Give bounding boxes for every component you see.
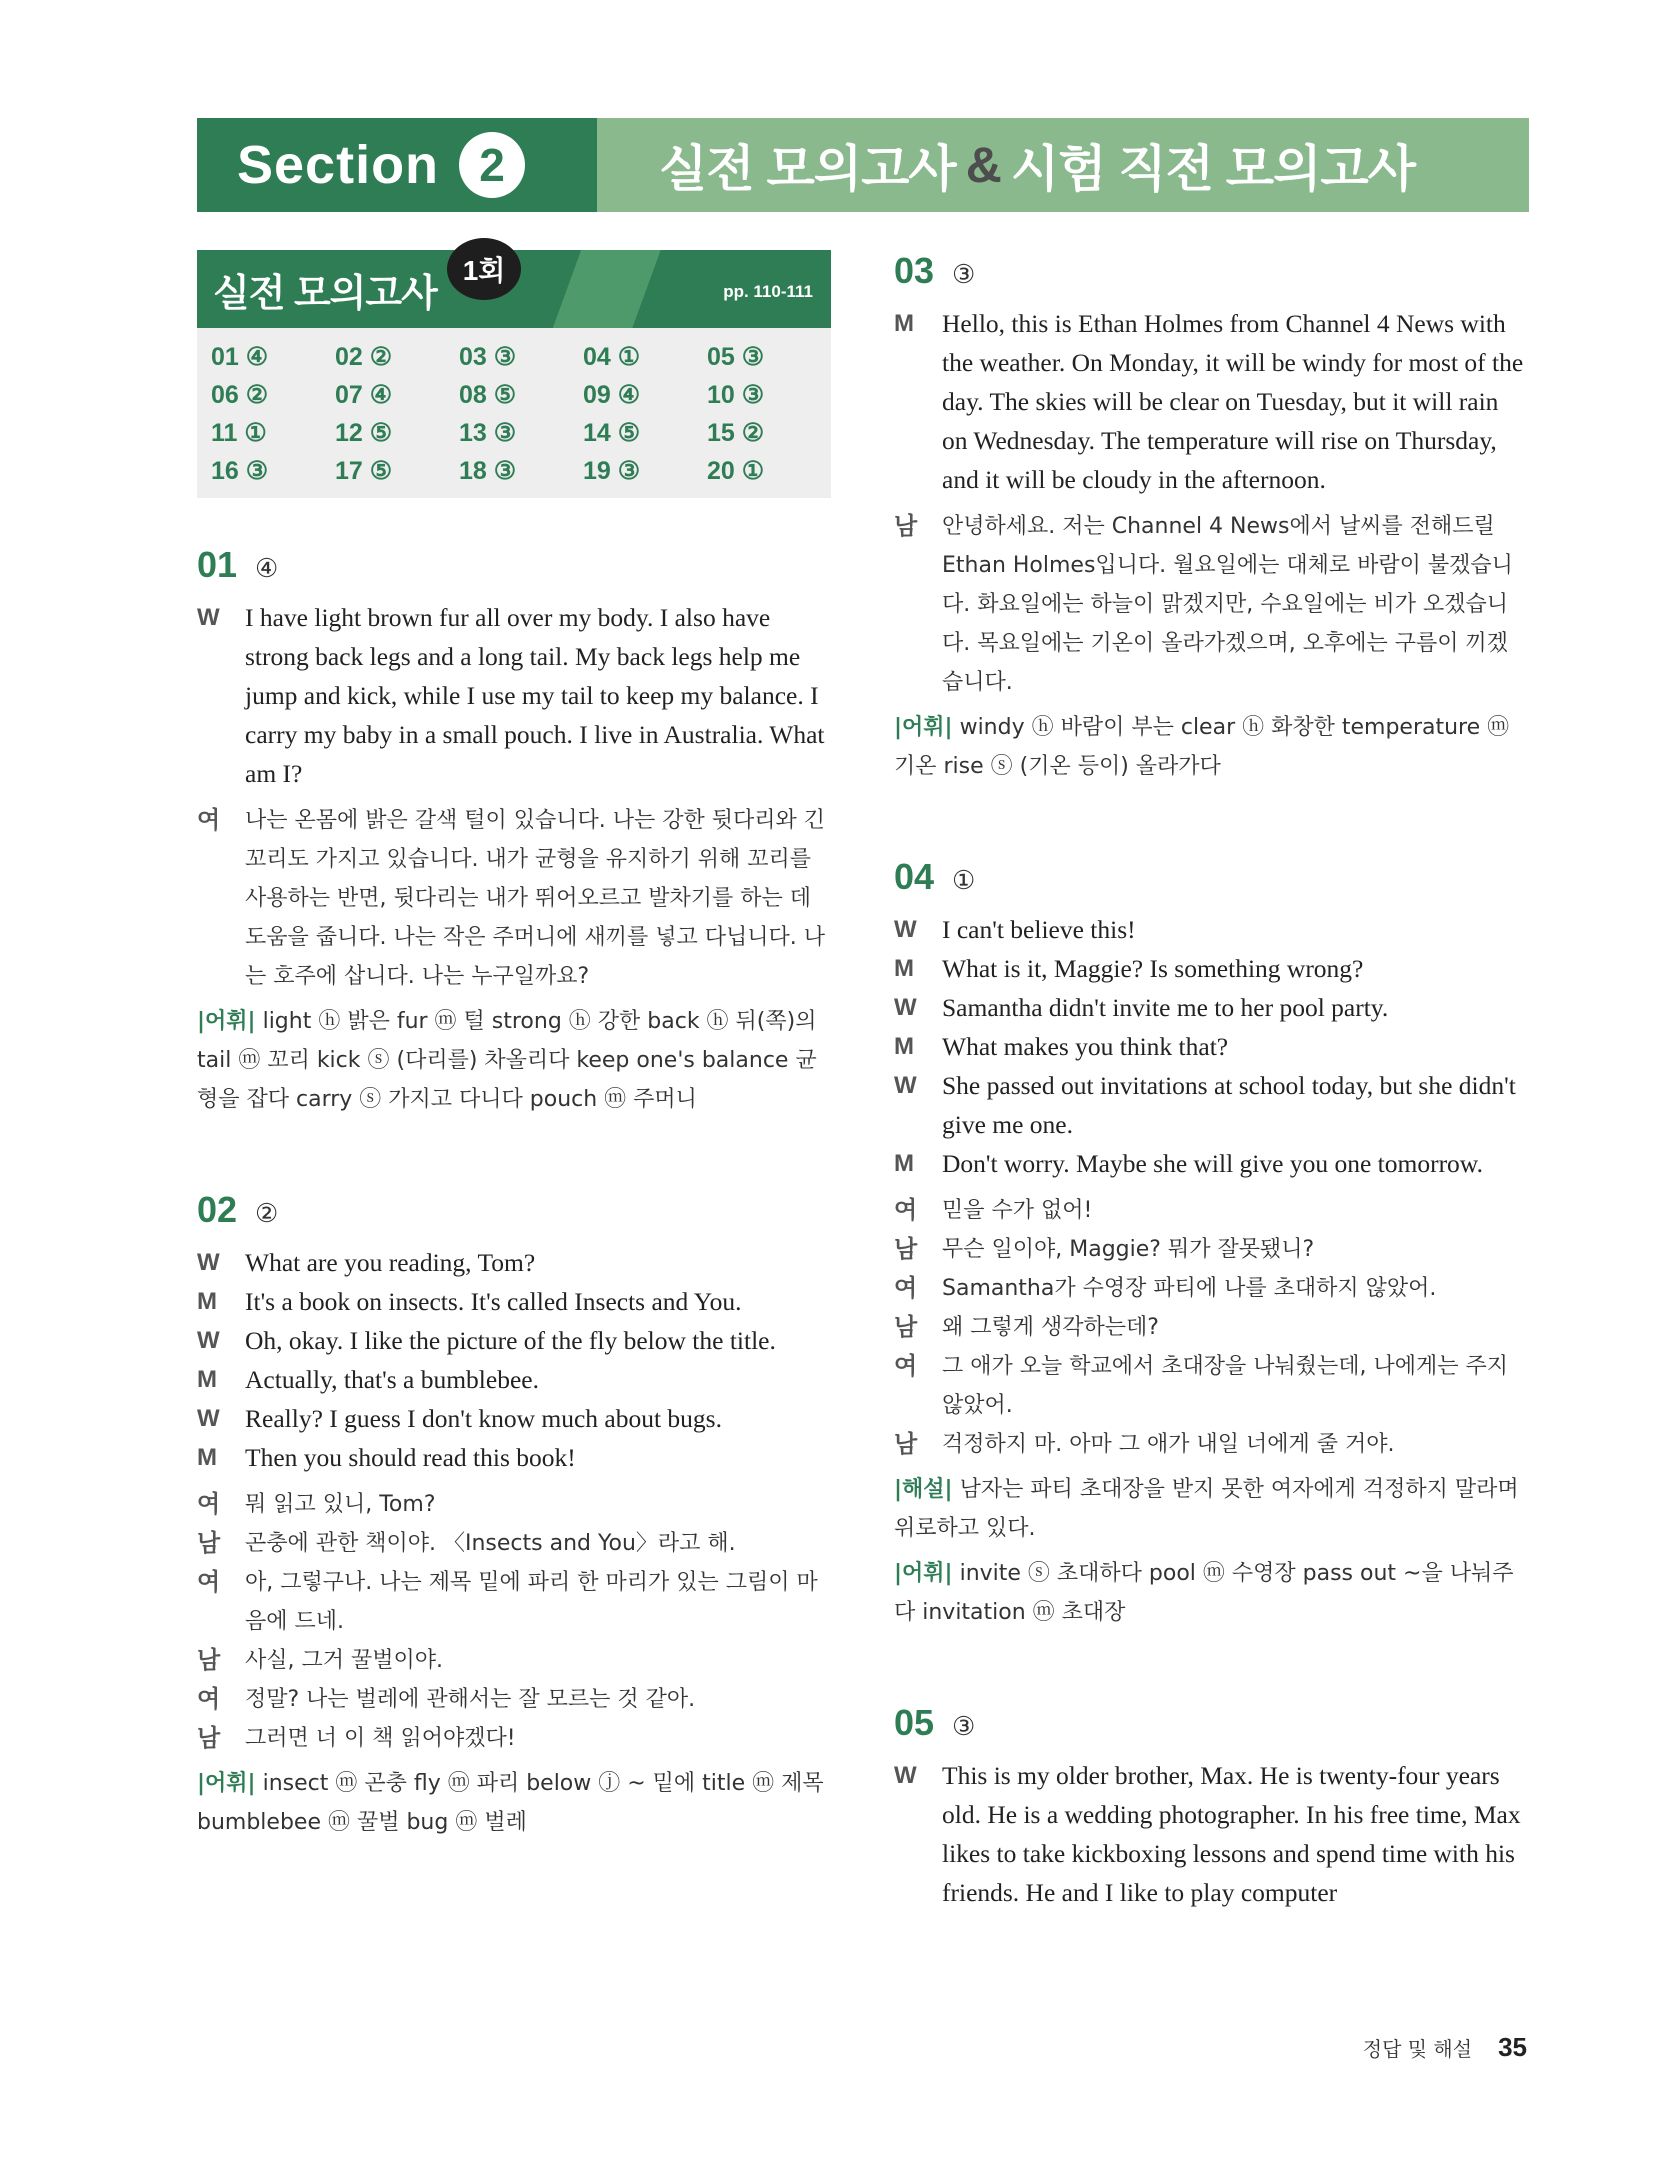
script-text: Then you should read this book! [245, 1443, 576, 1472]
translation-line [197, 1641, 831, 1680]
answer-key-item: 17 ⑤ [335, 457, 393, 485]
speaker: 여 [197, 1686, 221, 1713]
question-header [894, 250, 1529, 292]
script-line [197, 1321, 831, 1360]
speaker: 남 [197, 1530, 221, 1557]
script-text: I can't believe this! [942, 915, 1136, 944]
section-title-a: 실전 모의고사 [659, 141, 956, 197]
translation-line [894, 1347, 1529, 1425]
vocabulary-tag: |어휘| [197, 1771, 256, 1796]
translation-line [197, 801, 831, 996]
translation-line [197, 1485, 831, 1524]
script-line [197, 1282, 831, 1321]
script-line [894, 1144, 1529, 1183]
translation-text: 아, 그렇구나. 나는 제목 밑에 파리 한 마리가 있는 그림이 마음에 드네. [245, 1570, 818, 1634]
answer-key-item: 07 ④ [335, 381, 393, 409]
script-line [197, 1360, 831, 1399]
speaker: W [197, 604, 220, 631]
speaker: W [894, 1072, 917, 1099]
translation-line [197, 1563, 831, 1641]
vocabulary-tag: |어휘| [894, 715, 953, 740]
script-line [894, 988, 1529, 1027]
translation-line [197, 1719, 831, 1758]
speaker: W [197, 1249, 220, 1276]
translation-line [894, 1191, 1529, 1230]
speaker: W [894, 916, 917, 943]
translation-text: 그러면 너 이 책 읽어야겠다! [245, 1726, 516, 1751]
script-text: What are you reading, Tom? [245, 1248, 536, 1277]
script-text: This is my older brother, Max. He is twenty-four years old. He is a wedding photographer. In his free time, Max likes to take kickboxing lessons and spend time with his friends. He and I like to play computer [942, 1761, 1521, 1907]
script-text: Actually, that's a bumblebee. [245, 1365, 539, 1394]
vocabulary-tag: |어휘| [197, 1009, 256, 1034]
left-column [197, 250, 831, 1842]
translation-text: 왜 그렇게 생각하는데? [942, 1315, 1159, 1340]
script-text: Samantha didn't invite me to her pool party. [942, 993, 1389, 1022]
page-range: pp. 110-111 [723, 282, 813, 301]
test-header [197, 250, 831, 328]
speaker: 여 [894, 1197, 918, 1224]
script-line [894, 1756, 1529, 1912]
question-header [894, 1702, 1529, 1744]
speaker: 여 [197, 807, 221, 834]
section-title-amp: & [965, 137, 1001, 193]
translation-text: 나는 온몸에 밝은 갈색 털이 있습니다. 나는 강한 뒷다리와 긴 꼬리도 가지고 있습니다. 내가 균형을 유지하기 위해 꼬리를 사용하는 반면, 뒷다리는 내가 뛰어오르고 발차기를 하는 데 도움을 줍니다. 나는 작은 주머니에 새끼를 넣고 다닙니다. 나는 호주에 삽니다. 나는 누구일까요? [245, 808, 825, 989]
answer-key-grid [197, 328, 831, 498]
translation-line [894, 1308, 1529, 1347]
script-text: What is it, Maggie? Is something wrong? [942, 954, 1364, 983]
answer-key-item: 02 ② [335, 343, 393, 371]
vocabulary-text: insect ⓜ 곤충 fly ⓜ 파리 below ⓙ ~ 밑에 title ⓜ 제목 bumblebee ⓜ 꿀벌 bug ⓜ 벌레 [197, 1771, 824, 1835]
speaker: M [894, 1033, 914, 1060]
question-answer: ② [255, 1198, 279, 1228]
script-text: I have light brown fur all over my body. I also have strong back legs and a long tail. My back legs help me jump and kick, while I use my tail to keep my balance. I carry my baby in a small pouch. I live in Australia. What am I? [245, 603, 825, 788]
answer-key-item: 10 ③ [707, 381, 765, 409]
answer-key-item: 13 ③ [459, 419, 517, 447]
script-text: She passed out invitations at school today, but she didn't give me one. [942, 1071, 1516, 1139]
explanation-note [894, 1470, 1529, 1548]
question-answer: ④ [255, 553, 279, 583]
vocabulary-tag: |어휘| [894, 1561, 953, 1586]
speaker: M [197, 1366, 217, 1393]
translation-line [197, 1524, 831, 1563]
script-line [894, 910, 1529, 949]
answer-key-item: 14 ⑤ [583, 419, 641, 447]
script-text: What makes you think that? [942, 1032, 1229, 1061]
page-footer [1363, 2032, 1527, 2063]
translation-text: 정말? 나는 벌레에 관해서는 잘 모르는 것 같아. [245, 1687, 696, 1712]
question-number: 01 [197, 544, 238, 585]
question-header [894, 856, 1529, 898]
script-text: Really? I guess I don't know much about bugs. [245, 1404, 722, 1433]
translation-text: 안녕하세요. 저는 Channel 4 News에서 날씨를 전해드릴 Ethan Holmes입니다. 월요일에는 대체로 바람이 불겠습니다. 화요일에는 하늘이 맑겠지만, 수요일에는 비가 오겠습니다. 목요일에는 기온이 올라가겠으며, 오후에는 구름이 끼겠습니다. [942, 514, 1513, 695]
translation-line [894, 1230, 1529, 1269]
vocabulary-note [197, 1002, 831, 1119]
answer-key-item: 06 ② [211, 381, 269, 409]
section-title-b: 시험 직전 모의고사 [1010, 141, 1415, 197]
translation-line [197, 1680, 831, 1719]
question-answer: ③ [952, 1711, 976, 1741]
question-answer: ① [952, 865, 976, 895]
speaker: W [197, 1327, 220, 1354]
script-text: Oh, okay. I like the picture of the fly below the title. [245, 1326, 776, 1355]
section-title-block [597, 118, 1529, 212]
translation-text: 걱정하지 마. 아마 그 애가 내일 너에게 줄 거야. [942, 1432, 1395, 1457]
section-number: 2 [459, 132, 525, 198]
translation-text: 믿을 수가 없어! [942, 1198, 1093, 1223]
vocabulary-note [894, 1554, 1529, 1632]
script-line [894, 304, 1529, 499]
answer-key-item: 03 ③ [459, 343, 517, 371]
speaker: 여 [894, 1275, 918, 1302]
speaker: 남 [894, 1236, 918, 1263]
translation-text: 곤충에 관한 책이야. 〈Insects and You〉라고 해. [245, 1531, 736, 1556]
speaker: W [894, 994, 917, 1021]
translation-text: Samantha가 수영장 파티에 나를 초대하지 않았어. [942, 1276, 1437, 1301]
translation-line [894, 1425, 1529, 1464]
script-line [894, 949, 1529, 988]
section-label-block [197, 118, 597, 212]
speaker: 여 [894, 1353, 918, 1380]
translation-text: 사실, 그거 꿀벌이야. [245, 1648, 443, 1673]
section-label: Section [237, 135, 440, 195]
speaker: 남 [197, 1725, 221, 1752]
answer-key-item: 11 ① [211, 419, 267, 447]
vocabulary-text: light ⓗ 밝은 fur ⓜ 털 strong ⓗ 강한 back ⓗ 뒤(쪽)의 tail ⓜ 꼬리 kick ⓢ (다리를) 차올리다 keep one's balance 균형을 잡다 carry ⓢ 가지고 다니다 pouch ⓜ 주머니 [197, 1009, 817, 1112]
answer-key-item: 01 ④ [211, 343, 269, 371]
speaker: 여 [197, 1491, 221, 1518]
script-text: Don't worry. Maybe she will give you one tomorrow. [942, 1149, 1483, 1178]
answer-key-item: 05 ③ [707, 343, 765, 371]
answer-key-item: 08 ⑤ [459, 381, 517, 409]
answer-key-item: 09 ④ [583, 381, 641, 409]
speaker: 여 [197, 1569, 221, 1596]
footer-label: 정답 및 해설 [1362, 2037, 1473, 2061]
script-line [197, 1399, 831, 1438]
answer-key-item: 18 ③ [459, 457, 517, 485]
vocabulary-note [894, 708, 1529, 786]
explanation-tag: |해설| [894, 1477, 953, 1502]
question-number: 05 [894, 1702, 935, 1743]
speaker: M [894, 310, 914, 337]
question-number: 03 [894, 250, 935, 291]
script-text: It's a book on insects. It's called Insects and You. [245, 1287, 742, 1316]
round-badge: 1회 [447, 238, 521, 300]
vocabulary-text: windy ⓗ 바람이 부는 clear ⓗ 화창한 temperature ⓜ 기온 rise ⓢ (기온 등이) 올라가다 [894, 715, 1510, 779]
explanation-text: 남자는 파티 초대장을 받지 못한 여자에게 걱정하지 말라며 위로하고 있다. [894, 1477, 1519, 1541]
script-line [894, 1066, 1529, 1144]
script-line [197, 1438, 831, 1477]
speaker: M [197, 1444, 217, 1471]
translation-text: 무슨 일이야, Maggie? 뭐가 잘못됐니? [942, 1237, 1315, 1262]
script-line [197, 598, 831, 793]
translation-line [894, 1269, 1529, 1308]
translation-text: 뭐 읽고 있니, Tom? [245, 1492, 436, 1517]
speaker: 남 [894, 1431, 918, 1458]
answer-key-item: 15 ② [707, 419, 765, 447]
translation-text: 그 애가 오늘 학교에서 초대장을 나눠줬는데, 나에게는 주지 않았어. [942, 1354, 1508, 1418]
answer-key-item: 20 ① [707, 457, 765, 485]
right-column [894, 250, 1529, 1912]
speaker: M [197, 1288, 217, 1315]
question-number: 02 [197, 1189, 238, 1230]
answer-key-item: 04 ① [583, 343, 641, 371]
speaker: M [894, 1150, 914, 1177]
speaker: 남 [197, 1647, 221, 1674]
question-header [197, 1189, 831, 1231]
speaker: W [894, 1762, 917, 1789]
translation-line [894, 507, 1529, 702]
page-number: 35 [1498, 2032, 1527, 2062]
speaker: 남 [894, 1314, 918, 1341]
answer-key-item: 12 ⑤ [335, 419, 393, 447]
vocabulary-note [197, 1764, 831, 1842]
vocabulary-text: invite ⓢ 초대하다 pool ⓜ 수영장 pass out ~을 나눠주다 invitation ⓜ 초대장 [894, 1561, 1514, 1625]
question-number: 04 [894, 856, 935, 897]
section-banner [197, 118, 1529, 212]
speaker: 남 [894, 513, 918, 540]
answer-key-item: 19 ③ [583, 457, 641, 485]
speaker: W [197, 1405, 220, 1432]
speaker: M [894, 955, 914, 982]
script-text: Hello, this is Ethan Holmes from Channel 4 News with the weather. On Monday, it will be windy for most of the day. The skies will be clear on Tuesday, but it will rain on Wednesday. The temperature will rise on Thursday, and it will be cloudy in the afternoon. [942, 309, 1524, 494]
question-answer: ③ [952, 259, 976, 289]
answer-key-item: 16 ③ [211, 457, 269, 485]
script-line [894, 1027, 1529, 1066]
question-header [197, 544, 831, 586]
test-title: 실전 모의고사 [213, 272, 437, 315]
script-line [197, 1243, 831, 1282]
